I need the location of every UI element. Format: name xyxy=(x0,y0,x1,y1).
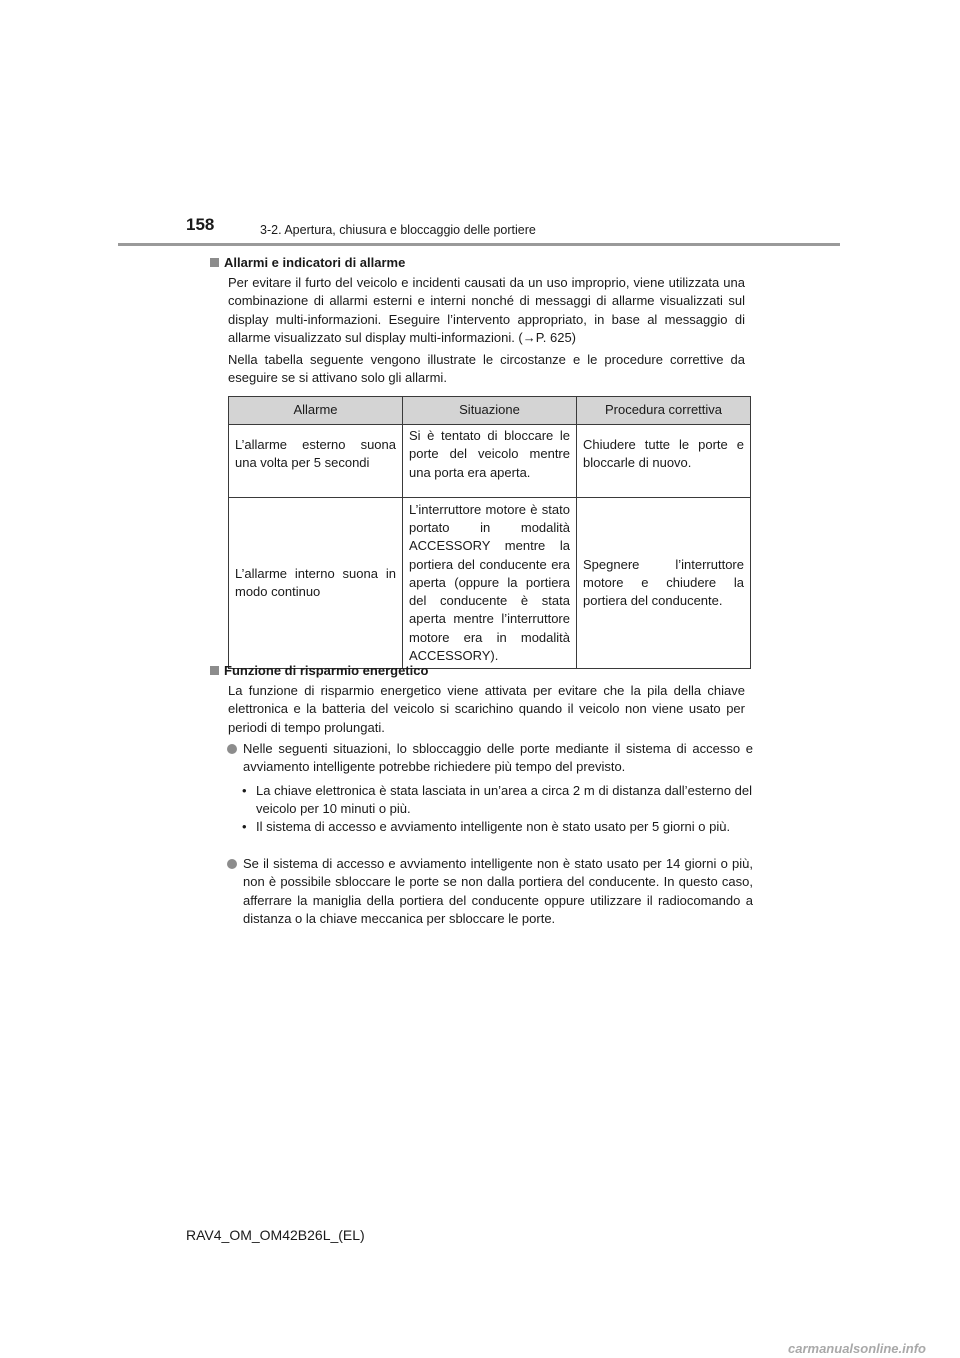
table-cell-alarm: L’allarme esterno suona una volta per 5 secondi xyxy=(229,425,403,498)
energy-heading-text: Funzione di risparmio energetico xyxy=(224,663,429,678)
list-item xyxy=(242,818,752,836)
alarms-paragraph-2: Nella tabella seguente vengono illustrate le circostanze e le procedure correttive da eseguire se si attivano solo gli allarmi. xyxy=(228,352,745,386)
alarms-paragraph-1: Per evitare il furto del veicolo e incidenti causati da un uso improprio, viene utilizzata una combinazione di allarmi esterni e interni nonché di messaggi di allarme visualizzati sul display multi-informazioni. Eseguire l’intervento appropriato, in base al messaggio di allarme visualizzato sul display multi-informazioni. (→P. 625) xyxy=(228,275,745,345)
table-header-situation: Situazione xyxy=(403,397,577,425)
circle-bullet-icon xyxy=(227,744,237,754)
circle-bullet-icon xyxy=(227,859,237,869)
table-row xyxy=(229,498,751,669)
section-header-title: 3-2. Apertura, chiusura e bloccaggio delle portiere xyxy=(260,223,536,237)
table-cell-situation: Si è tentato di bloccare le porte del veicolo mentre una porta era aperta. xyxy=(403,425,577,498)
table-cell-procedure: Chiudere tutte le porte e bloccarle di nuovo. xyxy=(577,425,751,498)
energy-heading xyxy=(210,662,428,679)
bullet-text: Se il sistema di accesso e avviamento intelligente non è stato usato per 14 giorni o più, non è possibile sbloccare le porte se non dalla portiera del conducente. In questo caso, afferrare la maniglia della portiera del conducente oppure utilizzare il radiocomando a distanza o la chiave meccanica per sbloccare le porte. xyxy=(243,856,753,926)
table-header-alarm: Allarme xyxy=(229,397,403,425)
document-code: RAV4_OM_OM42B26L_(EL) xyxy=(186,1227,365,1243)
sub-bullet-text: La chiave elettronica è stata lasciata in un’area a circa 2 m di distanza dall’esterno del veicolo per 10 minuti o più. xyxy=(256,783,752,817)
table-cell-alarm: L’allarme interno suona in modo continuo xyxy=(229,498,403,669)
alarms-heading xyxy=(210,254,405,271)
page-number: 158 xyxy=(186,215,215,234)
energy-paragraph: La funzione di risparmio energetico viene attivata per evitare che la pila della chiave elettronica e la batteria del veicolo si scarichino quando il veicolo non viene usato per periodi di tempo prolungati. xyxy=(228,683,745,735)
sub-bullet-marker: • xyxy=(242,783,247,798)
watermark-logo: carmanualsonline.info xyxy=(788,1341,926,1356)
alarm-table xyxy=(228,396,751,669)
table-header-row xyxy=(229,397,751,425)
square-bullet-icon xyxy=(210,258,219,267)
bullet-text: Nelle seguenti situazioni, lo sbloccaggio delle porte mediante il sistema di accesso e avviamento intelligente potrebbe richiedere più tempo del previsto. xyxy=(243,741,753,775)
table-cell-procedure: Spegnere l’interruttore motore e chiudere la portiera del conducente. xyxy=(577,498,751,669)
list-item xyxy=(242,782,752,819)
list-item xyxy=(228,855,753,928)
alarms-heading-text: Allarmi e indicatori di allarme xyxy=(224,255,406,270)
table-row xyxy=(229,425,751,498)
table-header-procedure: Procedura correttiva xyxy=(577,397,751,425)
sub-bullet-text: Il sistema di accesso e avviamento intelligente non è stato usato per 5 giorni o più. xyxy=(256,819,731,834)
header-divider xyxy=(118,243,840,246)
sub-bullet-marker: • xyxy=(242,819,247,834)
table-cell-situation: L’interruttore motore è stato portato in modalità ACCESSORY mentre la portiera del conducente era aperta (oppure la portiera del conducente è stata aperta mentre l’interruttore motore era in modalità ACCESSORY). xyxy=(403,498,577,669)
square-bullet-icon xyxy=(210,666,219,675)
list-item xyxy=(228,740,753,777)
